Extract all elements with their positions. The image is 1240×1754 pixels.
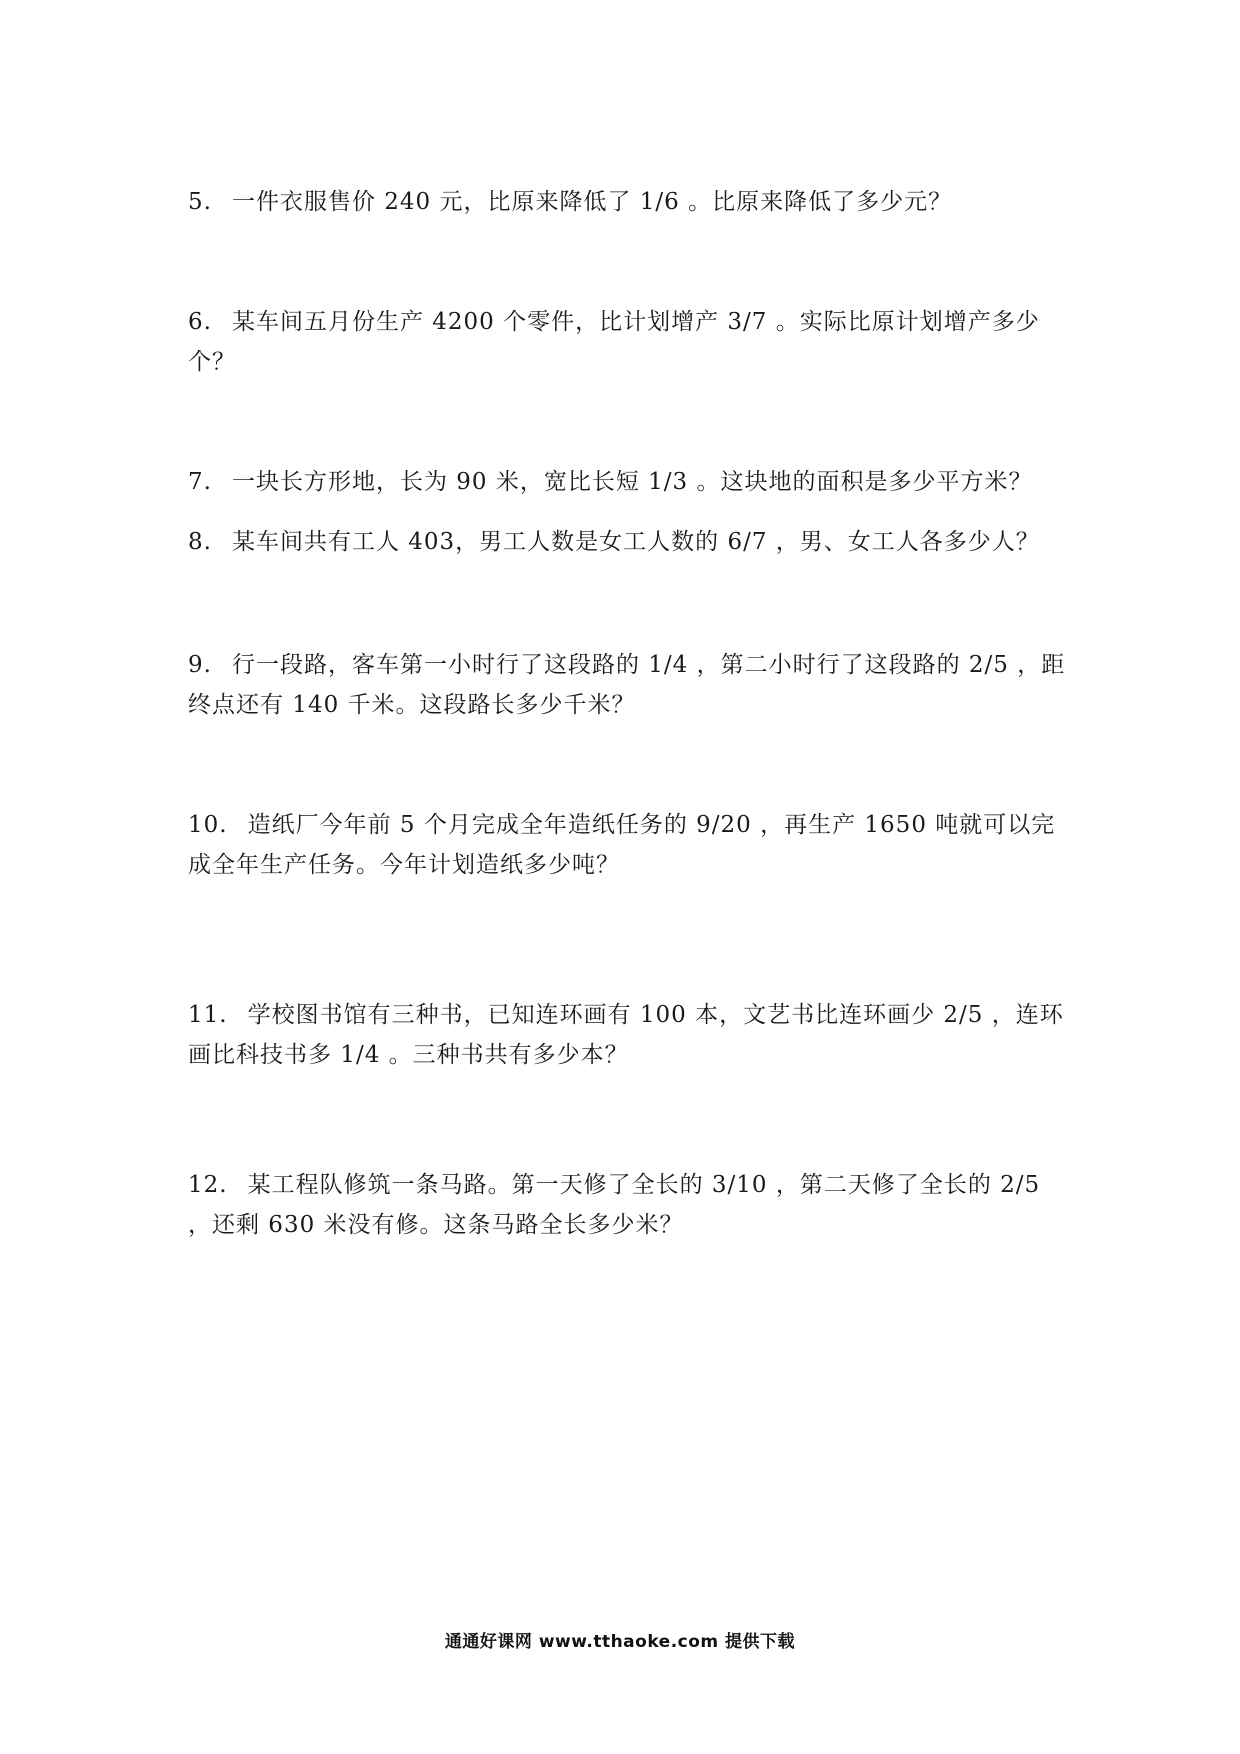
question-number: 7. — [188, 469, 212, 495]
question-7 — [188, 462, 1068, 502]
question-text: 造纸厂今年前 5 个月完成全年造纸任务的 9/20 ，再生产 1650 吨就可以完成全年生产任务。今年计划造纸多少吨？ — [188, 812, 1056, 878]
question-number: 12. — [188, 1172, 228, 1198]
question-text: 一件衣服售价 240 元，比原来降低了 1/6 。比原来降低了多少元？ — [231, 189, 953, 215]
question-text: 某车间共有工人 403，男工人数是女工人数的 6/7 ，男、女工人各多少人？ — [231, 529, 1040, 555]
question-6 — [188, 302, 1068, 382]
question-text: 学校图书馆有三种书，已知连环画有 100 本，文艺书比连环画少 2/5 ，连环画比科技书多 1/4 。三种书共有多少本？ — [188, 1002, 1064, 1068]
question-text: 一块长方形地，长为 90 米，宽比长短 1/3 。这块地的面积是多少平方米？ — [231, 469, 1033, 495]
question-10 — [188, 805, 1068, 885]
question-11 — [188, 995, 1068, 1075]
question-number: 5. — [188, 189, 212, 215]
question-number: 11. — [188, 1002, 228, 1028]
page-footer: 通通好课网 www.tthaoke.com 提供下载 — [444, 1632, 796, 1652]
question-number: 8. — [188, 529, 212, 555]
question-9 — [188, 645, 1068, 725]
question-5 — [188, 182, 1068, 222]
question-text: 某车间五月份生产 4200 个零件，比计划增产 3/7 。实际比原计划增产多少个？ — [188, 309, 1040, 375]
question-number: 6. — [188, 309, 212, 335]
question-number: 9. — [188, 652, 212, 678]
question-12 — [188, 1165, 1068, 1245]
question-number: 10. — [188, 812, 228, 838]
question-8 — [188, 522, 1068, 562]
question-text: 某工程队修筑一条马路。第一天修了全长的 3/10 ，第二天修了全长的 2/5 ，还剩 630 米没有修。这条马路全长多少米？ — [188, 1172, 1041, 1238]
question-text: 行一段路，客车第一小时行了这段路的 1/4 ，第二小时行了这段路的 2/5 ，距终点还有 140 千米。这段路长多少千米？ — [188, 652, 1066, 718]
